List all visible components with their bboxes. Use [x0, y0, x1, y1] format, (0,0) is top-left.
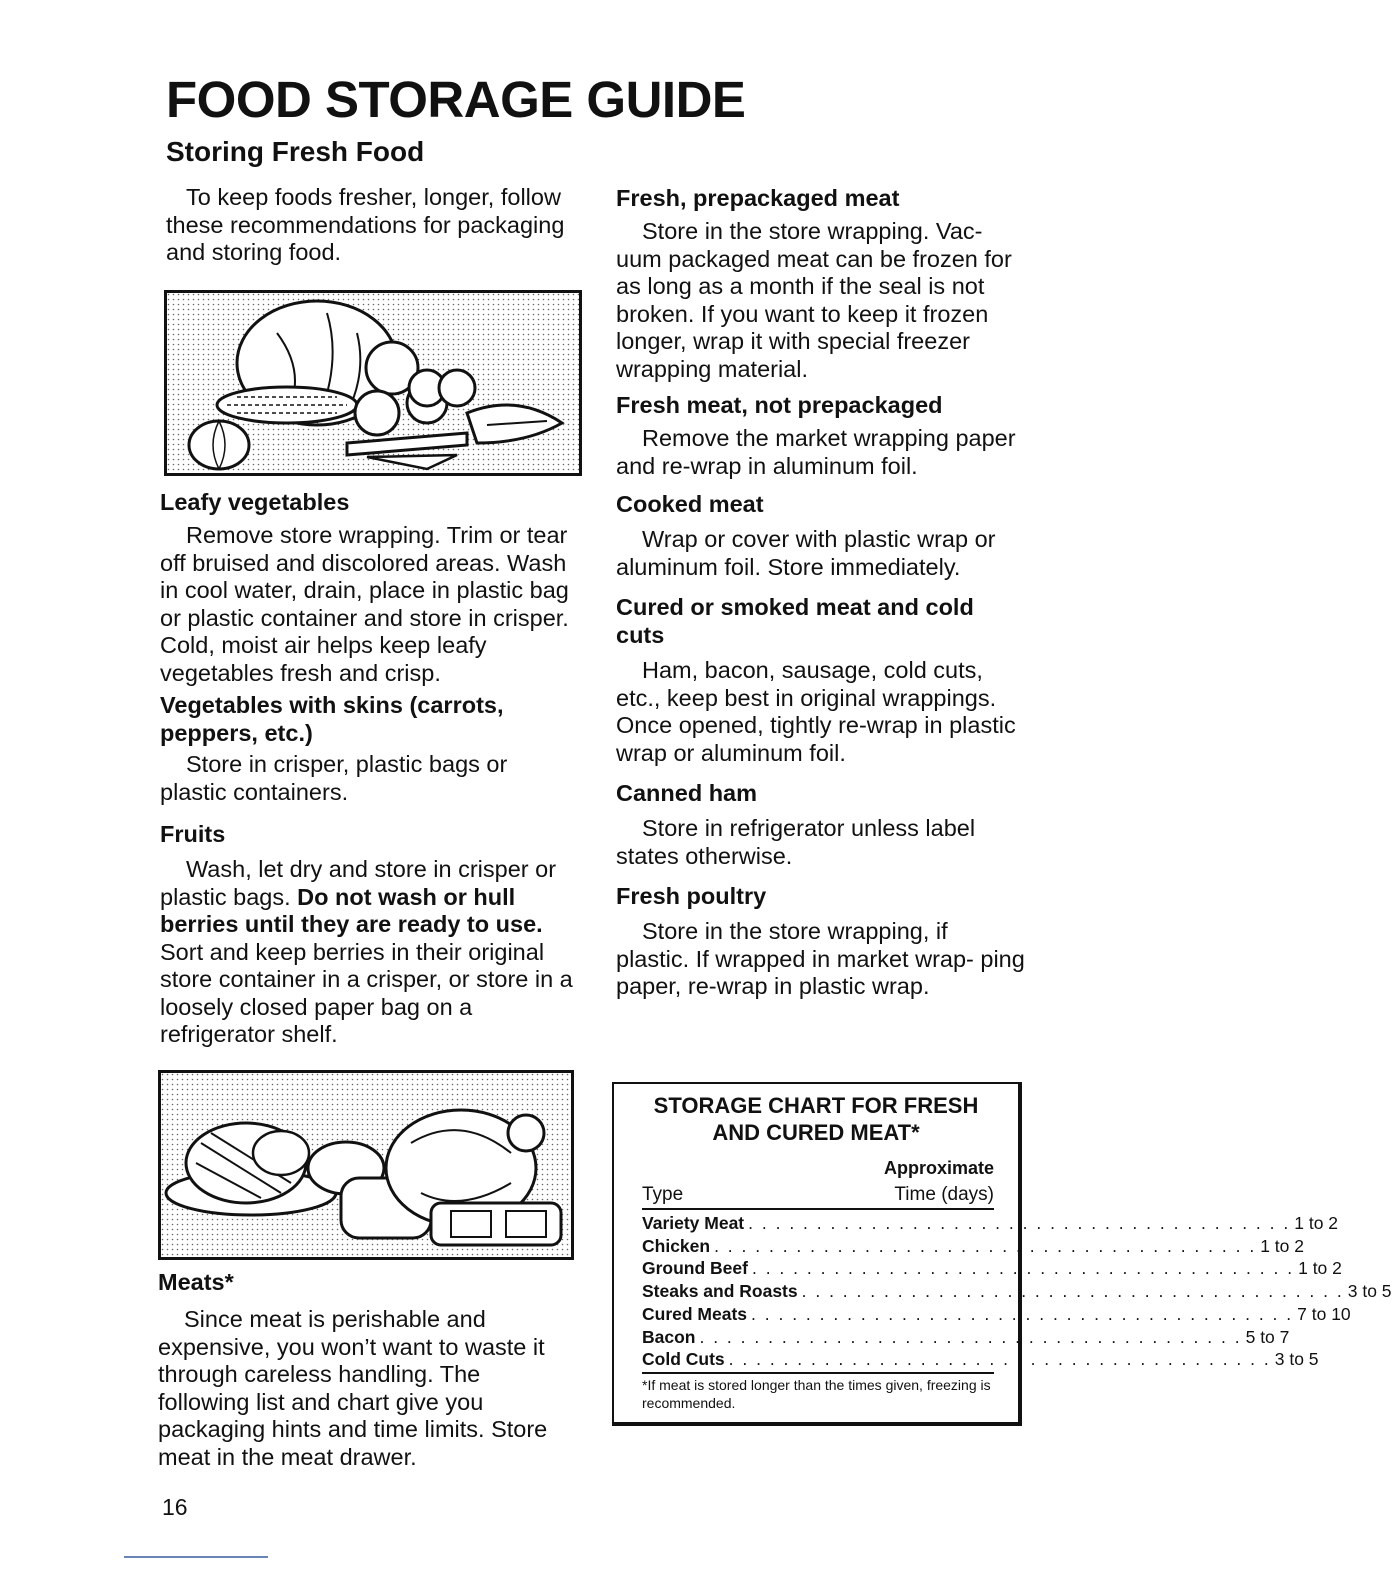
- cooked-body: Wrap or cover with plastic wrap or aluminum foil. Store immediately.: [616, 526, 996, 580]
- intro-text: To keep foods fresher, longer, follow these recommendations for packaging and storing food.: [166, 184, 565, 265]
- chart-row-days: 7 to 10: [1297, 1303, 1351, 1324]
- chart-row-days: 3 to 5: [1347, 1281, 1392, 1302]
- chart-row-type: Cured Meats: [642, 1303, 748, 1324]
- fruits-body-end: Sort and keep berries in their original store container in a crisper, or store in a loosely closed paper bag on a refrigerator shelf.: [160, 938, 573, 1047]
- chart-col-type: Type: [642, 1184, 684, 1205]
- chart-row-days: 3 to 5: [1274, 1349, 1319, 1370]
- chart-rows: [642, 1212, 1392, 1371]
- storage-chart: [612, 1082, 1392, 1426]
- chart-row-type: Steaks and Roasts: [642, 1281, 798, 1302]
- page-title: FOOD STORAGE GUIDE: [166, 71, 746, 128]
- chart-title-line2: AND CURED MEAT*: [712, 1120, 920, 1145]
- cured-body: Ham, bacon, sausage, cold cuts, etc., keep best in original wrappings. Once opened, tightly re-wrap in plastic wrap or aluminum foil.: [616, 657, 1016, 766]
- chart-row-leader: . . . . . . . . . . . . . . . . . . . . . . . . . . . . . . . . . . . . . . . .: [751, 1303, 1294, 1324]
- chart-row-leader: . . . . . . . . . . . . . . . . . . . . . . . . . . . . . . . . . . . . . . . .: [748, 1213, 1291, 1233]
- prepackaged-heading: Fresh, prepackaged meat: [616, 185, 900, 211]
- chart-row-type: Ground Beef: [642, 1258, 748, 1279]
- page-number: 16: [162, 1494, 188, 1520]
- prepackaged-body: Store in the store wrapping. Vac- uum packaged meat can be frozen for as long as a month if the seal is not broken. If you want to keep it frozen longer, wrap it with special freezer wrapping material.: [616, 218, 1012, 382]
- leafy-heading: Leafy vegetables: [160, 489, 350, 515]
- cured-heading: Cured or smoked meat and cold cuts: [616, 594, 974, 648]
- chart-row: [642, 1303, 1351, 1326]
- skins-body: Store in crisper, plastic bags or plastic containers.: [160, 751, 508, 805]
- canned-heading: Canned ham: [616, 780, 758, 806]
- fruits-body: [160, 856, 580, 1049]
- chart-row-days: 1 to 2: [1260, 1235, 1304, 1256]
- chart-row-type: Cold Cuts: [642, 1349, 725, 1370]
- chart-row: [642, 1212, 1339, 1235]
- right-column: [616, 184, 1026, 1001]
- chart-row: [642, 1257, 1342, 1280]
- chart-row-leader: . . . . . . . . . . . . . . . . . . . . . . . . . . . . . . . . . . . . . . . .: [728, 1349, 1271, 1370]
- chart-footnote: *If meat is stored longer than the times given, freezing is recommended.: [642, 1372, 994, 1412]
- chart-row-type: Chicken: [642, 1235, 711, 1256]
- cooked-heading: Cooked meat: [616, 491, 764, 517]
- meats-section: [158, 1268, 578, 1471]
- chart-col-time-bottom: Time (days): [894, 1184, 994, 1205]
- chart-col-time-top: Approximate: [883, 1158, 994, 1178]
- chart-row-days: 1 to 2: [1298, 1258, 1342, 1279]
- not-prepackaged-body: Remove the market wrapping paper and re-wrap in aluminum foil.: [616, 425, 1016, 479]
- leafy-body: Remove store wrapping. Trim or tear off bruised and discolored areas. Wash in cool water, drain, place in plastic bag or plastic container and store in crisper. Cold, moist air helps keep leafy vegetables fresh and crisp.: [160, 522, 569, 686]
- chart-row-leader: . . . . . . . . . . . . . . . . . . . . . . . . . . . . . . . . . . . . . . . .: [751, 1258, 1295, 1279]
- chart-row-days: 5 to 7: [1245, 1326, 1290, 1347]
- meats-illustration: [158, 1070, 574, 1260]
- canned-body: Store in refrigerator unless label states otherwise.: [616, 815, 976, 869]
- chart-title-line1: STORAGE CHART FOR FRESH: [653, 1093, 979, 1118]
- meats-body: Since meat is perishable and expensive, you won’t want to waste it through careless handling. The following list and chart give you packaging hints and time limits. Store meat in the meat drawer.: [158, 1306, 548, 1470]
- chart-row-type: Variety Meat: [642, 1213, 745, 1233]
- section-title: Storing Fresh Food: [166, 136, 425, 167]
- chart-row: [642, 1348, 1319, 1371]
- chart-row-type: Bacon: [642, 1326, 696, 1347]
- chart-header: [642, 1158, 994, 1210]
- fruits-heading: Fruits: [160, 821, 226, 847]
- chart-title: [614, 1092, 1018, 1146]
- poultry-heading: Fresh poultry: [616, 883, 767, 909]
- poultry-body: Store in the store wrapping, if plastic. If wrapped in market wrap- ping paper, re-wrap in plastic wrap.: [616, 918, 1025, 999]
- left-column-top: [160, 488, 580, 1049]
- fruits-body-bold: Do not wash or hull berries until they are ready to use.: [160, 883, 543, 937]
- bottom-divider: [124, 1556, 268, 1558]
- not-prepackaged-heading: Fresh meat, not prepackaged: [616, 392, 943, 418]
- chart-row: [642, 1326, 1290, 1349]
- chart-row: [642, 1235, 1304, 1258]
- chart-row-leader: . . . . . . . . . . . . . . . . . . . . . . . . . . . . . . . . . . . . . . . .: [801, 1281, 1344, 1302]
- skins-heading: Vegetables with skins (carrots, peppers, etc.): [160, 692, 504, 746]
- chart-row-leader: . . . . . . . . . . . . . . . . . . . . . . . . . . . . . . . . . . . . . . . .: [699, 1326, 1242, 1347]
- chart-row: [642, 1280, 1392, 1303]
- chart-row-leader: . . . . . . . . . . . . . . . . . . . . . . . . . . . . . . . . . . . . . . . .: [714, 1235, 1257, 1256]
- meats-heading: Meats*: [158, 1269, 234, 1295]
- chart-row-days: 1 to 2: [1294, 1213, 1339, 1233]
- vegetables-illustration: [164, 290, 582, 476]
- fruits-body-start: Wash, let dry and store in crisper or plastic bags.: [160, 856, 557, 910]
